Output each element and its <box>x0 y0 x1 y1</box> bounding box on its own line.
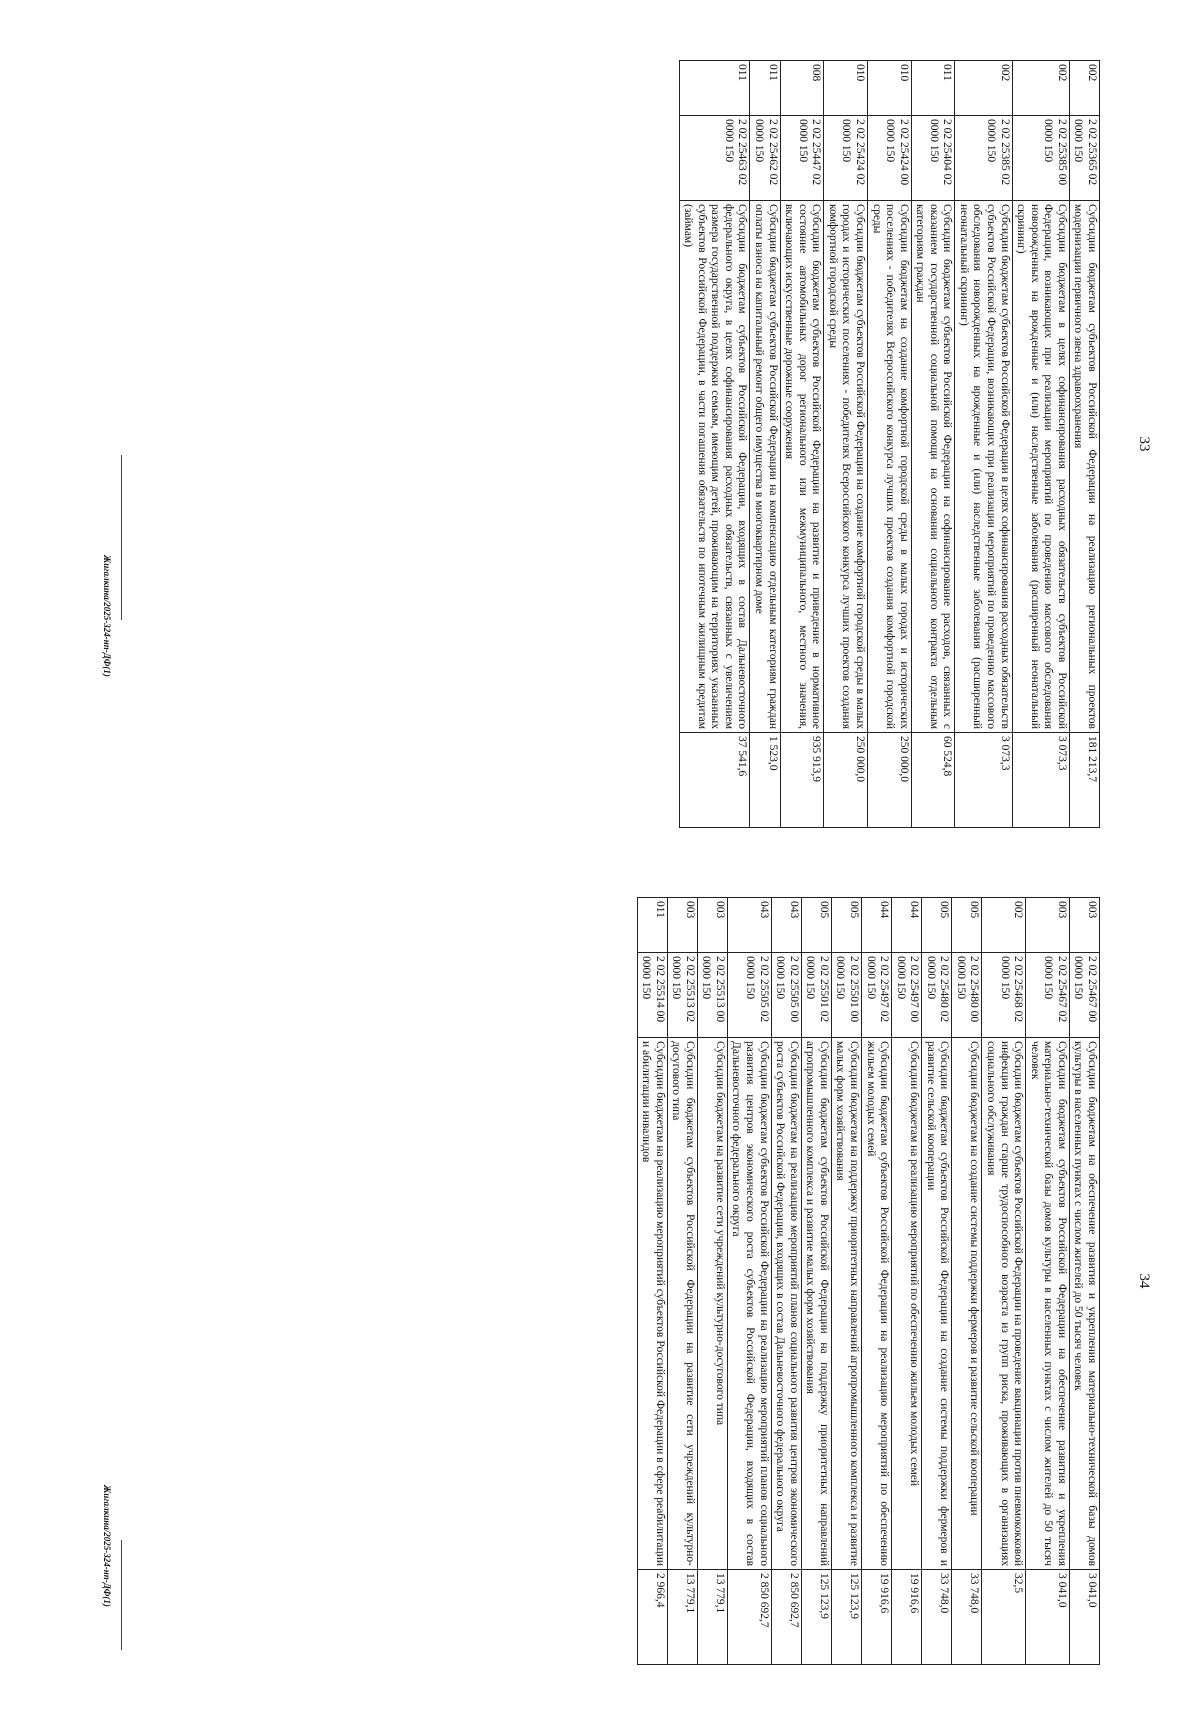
description-cell: Субсидии бюджетам субъектов Российской Федерации на поддержку приоритетных направлений агропромышленного комплекса и развитие малых форм хозяйствования <box>801 1038 831 1570</box>
right-page <box>637 897 1152 1665</box>
admin-code-cell: 002 <box>1012 61 1069 116</box>
table-row <box>771 898 801 1665</box>
description-cell: Субсидии бюджетам субъектов Российской Федерации на создание системы поддержки фермеров и развитие сельской кооперации <box>922 1038 952 1570</box>
table-row <box>1069 61 1099 828</box>
admin-code-cell: 005 <box>952 898 982 953</box>
admin-code-cell: 044 <box>862 898 892 953</box>
page-number: 33 <box>1136 436 1152 452</box>
revenue-table <box>679 60 1100 828</box>
description-cell: Субсидии бюджетам в целях софинансирования расходных обязательств субъектов Российской Федерации, возникающих при реализации мероприятий по проведению массового обследования новорожденных на врожденные и (или) наследственные заболевания (расширенный неонатальный скрининг) <box>1012 201 1069 733</box>
admin-code-cell: 003 <box>667 898 697 953</box>
signature-line <box>121 455 122 620</box>
table-row <box>801 898 831 1665</box>
amount-cell: 13 779,1 <box>697 1570 727 1665</box>
classification-code-cell: 2 02 25404 02 0000 150 <box>911 116 955 201</box>
classification-code-cell: 2 02 25505 00 0000 150 <box>771 953 801 1038</box>
footer-text: Жигалкина/2025-324-нп-ДФ(1) <box>102 1485 112 1607</box>
classification-code-cell: 2 02 25501 00 0000 150 <box>831 953 861 1038</box>
description-cell: Субсидии бюджетам на реализацию мероприятий по обеспечению жильем молодых семей <box>892 1038 922 1570</box>
amount-cell: 125 123,9 <box>831 1570 861 1665</box>
page-number: 34 <box>1136 1273 1152 1289</box>
description-cell: Субсидии бюджетам субъектов Российской Федерации на развитие сети учреждений культурно-досугового типа <box>667 1038 697 1570</box>
classification-code-cell: 2 02 25514 00 0000 150 <box>637 953 667 1038</box>
description-cell: Субсидии бюджетам субъектов Российской Федерации на создание комфортной городской среды в малых городах и исторических поселениях - победителях Всероссийского конкурса лучших проектов создания комфортной городской среды <box>824 201 868 733</box>
classification-code-cell: 2 02 25505 02 0000 150 <box>727 953 771 1038</box>
classification-code-cell: 2 02 25501 02 0000 150 <box>801 953 831 1038</box>
description-cell: Субсидии бюджетам субъектов Российской Федерации на софинансирование расходов, связанных с оказанием государственной социальной помощи на основании социального контракта отдельным категориям граждан <box>911 201 955 733</box>
classification-code-cell: 2 02 25468 02 0000 150 <box>982 953 1026 1038</box>
amount-cell: 3 041,0 <box>1026 1570 1070 1665</box>
description-cell: Субсидии бюджетам на обеспечение развития и укрепления материально-технической базы домов культуры в населенных пунктах с числом жителей до 50 тысяч человек <box>1069 1038 1099 1570</box>
table-row <box>667 898 697 1665</box>
table-row <box>824 61 868 828</box>
description-cell: Субсидии бюджетам на поддержку приоритетных направлений агропромышленного комплекса и развитие малых форм хозяйствования <box>831 1038 861 1570</box>
admin-code-cell: 003 <box>1069 898 1099 953</box>
amount-cell: 935 913,9 <box>780 733 824 828</box>
table-row <box>637 898 667 1665</box>
amount-cell: 2 850 692,7 <box>727 1570 771 1665</box>
table-row <box>952 898 982 1665</box>
amount-cell: 13 779,1 <box>667 1570 697 1665</box>
classification-code-cell: 2 02 25480 00 0000 150 <box>952 953 982 1038</box>
classification-code-cell: 2 02 25424 02 0000 150 <box>824 116 868 201</box>
admin-code-cell: 010 <box>824 61 868 116</box>
table-row <box>911 61 955 828</box>
table-row <box>955 61 1012 828</box>
classification-code-cell: 2 02 25447 02 0000 150 <box>780 116 824 201</box>
admin-code-cell: 003 <box>1026 898 1070 953</box>
description-cell: Субсидии бюджетам субъектов Российской Федерации на реализацию мероприятий по обеспечению жильем молодых семей <box>862 1038 892 1570</box>
admin-code-cell: 008 <box>780 61 824 116</box>
amount-cell: 60 524,8 <box>911 733 955 828</box>
revenue-table <box>637 897 1100 1665</box>
signature-line <box>121 1540 122 1650</box>
amount-cell: 3 073,3 <box>955 733 1012 828</box>
classification-code-cell: 2 02 25385 02 0000 150 <box>955 116 1012 201</box>
amount-cell: 3 073,3 <box>1012 733 1069 828</box>
admin-code-cell: 011 <box>911 61 955 116</box>
amount-cell: 33 748,0 <box>952 1570 982 1665</box>
classification-code-cell: 2 02 25497 00 0000 150 <box>892 953 922 1038</box>
table-row <box>1012 61 1069 828</box>
admin-code-cell: 005 <box>922 898 952 953</box>
amount-cell: 37 541,6 <box>679 733 750 828</box>
description-cell: Субсидии бюджетам субъектов Российской Федерации на обеспечение развития и укрепления материально-технической базы домов культуры в населенных пунктах с числом жителей до 50 тысяч человек <box>1026 1038 1070 1570</box>
admin-code-cell: 005 <box>831 898 861 953</box>
footer-text: Жигалкина/2025-324-нп-ДФ(1) <box>102 555 112 677</box>
table-row <box>922 898 952 1665</box>
admin-code-cell: 011 <box>750 61 780 116</box>
description-cell: Субсидии бюджетам субъектов Российской Федерации на развитие и приведение в нормативное состояние автомобильных дорог регионального или межмуниципального, местного значения, включающих искусственные дорожные сооружения <box>780 201 824 733</box>
table-row <box>1026 898 1070 1665</box>
classification-code-cell: 2 02 25467 02 0000 150 <box>1026 953 1070 1038</box>
table-body <box>679 61 1099 828</box>
left-page <box>679 60 1152 828</box>
table-row <box>892 898 922 1665</box>
amount-cell: 250 000,0 <box>868 733 912 828</box>
description-cell: Субсидии бюджетам на реализацию мероприятий планов социального развития центров экономического роста субъектов Российской Федерации, входящих в состав Дальневосточного федерального округа <box>771 1038 801 1570</box>
table-row <box>982 898 1026 1665</box>
table-body <box>637 898 1099 1665</box>
description-cell: Субсидии бюджетам субъектов Российской Федерации на реализацию мероприятий планов социального развития центров экономического роста субъектов Российской Федерации, входящих в состав Дальневосточного федерального округа <box>727 1038 771 1570</box>
classification-code-cell: 2 02 25424 00 0000 150 <box>868 116 912 201</box>
description-cell: Субсидии бюджетам субъектов Российской Федерации на компенсацию отдельным категориям граждан оплаты взноса на капитальный ремонт общего имущества в многоквартирном доме <box>750 201 780 733</box>
amount-cell: 1 523,0 <box>750 733 780 828</box>
amount-cell: 181 213,7 <box>1069 733 1099 828</box>
admin-code-cell: 043 <box>727 898 771 953</box>
amount-cell: 2 850 692,7 <box>771 1570 801 1665</box>
table-row <box>1069 898 1099 1665</box>
description-cell: Субсидии бюджетам на реализацию мероприятий субъектов Российской Федерации в сфере реабилитации и абилитации инвалидов <box>637 1038 667 1570</box>
description-cell: Субсидии бюджетам субъектов Российской Федерации, входящих в состав Дальневосточного федерального округа, в целях софинансирования расходных обязательств, связанных с увеличением размера государственной поддержки семьям, имеющим детей, проживающим на территориях указанных субъектов Российской Федерации, в части погашения обязательств по ипотечным жилищным кредитам (займам) <box>679 201 750 733</box>
amount-cell: 32,5 <box>982 1570 1026 1665</box>
amount-cell: 19 916,6 <box>862 1570 892 1665</box>
classification-code-cell: 2 02 25385 00 0000 150 <box>1012 116 1069 201</box>
table-row <box>697 898 727 1665</box>
classification-code-cell: 2 02 25365 02 0000 150 <box>1069 116 1099 201</box>
amount-cell: 125 123,9 <box>801 1570 831 1665</box>
description-cell: Субсидии бюджетам на развитие сети учреждений культурно-досугового типа <box>697 1038 727 1570</box>
description-cell: Субсидии бюджетам на создание комфортной городской среды в малых городах и исторических поселениях - победителях Всероссийского конкурса лучших проектов создания комфортной городской среды <box>868 201 912 733</box>
admin-code-cell: 002 <box>1069 61 1099 116</box>
table-row <box>862 898 892 1665</box>
amount-cell: 3 041,0 <box>1069 1570 1099 1665</box>
admin-code-cell: 002 <box>982 898 1026 953</box>
classification-code-cell: 2 02 25480 02 0000 150 <box>922 953 952 1038</box>
classification-code-cell: 2 02 25513 00 0000 150 <box>697 953 727 1038</box>
table-row <box>750 61 780 828</box>
description-cell: Субсидии бюджетам субъектов Российской Федерации на реализацию региональных проектов модернизации первичного звена здравоохранения <box>1069 201 1099 733</box>
amount-cell: 19 916,6 <box>892 1570 922 1665</box>
admin-code-cell: 005 <box>801 898 831 953</box>
table-row <box>727 898 771 1665</box>
table-row <box>868 61 912 828</box>
admin-code-cell: 044 <box>892 898 922 953</box>
admin-code-cell: 011 <box>637 898 667 953</box>
amount-cell: 250 000,0 <box>824 733 868 828</box>
description-cell: Субсидии бюджетам субъектов Российской Федерации на проведение вакцинации против пневмококковой инфекции граждан старше трудоспособного возраста из групп риска, проживающих в организациях социального обслуживания <box>982 1038 1026 1570</box>
admin-code-cell: 002 <box>955 61 1012 116</box>
description-cell: Субсидии бюджетам субъектов Российской Федерации в целях софинансирования расходных обязательств субъектов Российской Федерации, возникающих при реализации мероприятий по проведению массового обследования новорожденных на врожденные и (или) наследственные заболевания (расширенный неонатальный скрининг) <box>955 201 1012 733</box>
admin-code-cell: 011 <box>679 61 750 116</box>
classification-code-cell: 2 02 25513 02 0000 150 <box>667 953 697 1038</box>
admin-code-cell: 003 <box>697 898 727 953</box>
table-row <box>679 61 750 828</box>
classification-code-cell: 2 02 25497 02 0000 150 <box>862 953 892 1038</box>
classification-code-cell: 2 02 25462 02 0000 150 <box>750 116 780 201</box>
amount-cell: 2 966,4 <box>637 1570 667 1665</box>
classification-code-cell: 2 02 25467 00 0000 150 <box>1069 953 1099 1038</box>
amount-cell: 33 748,0 <box>922 1570 952 1665</box>
admin-code-cell: 010 <box>868 61 912 116</box>
table-row <box>831 898 861 1665</box>
table-row <box>780 61 824 828</box>
description-cell: Субсидии бюджетам на создание системы поддержки фермеров и развитие сельской кооперации <box>952 1038 982 1570</box>
admin-code-cell: 043 <box>771 898 801 953</box>
classification-code-cell: 2 02 25463 02 0000 150 <box>679 116 750 201</box>
